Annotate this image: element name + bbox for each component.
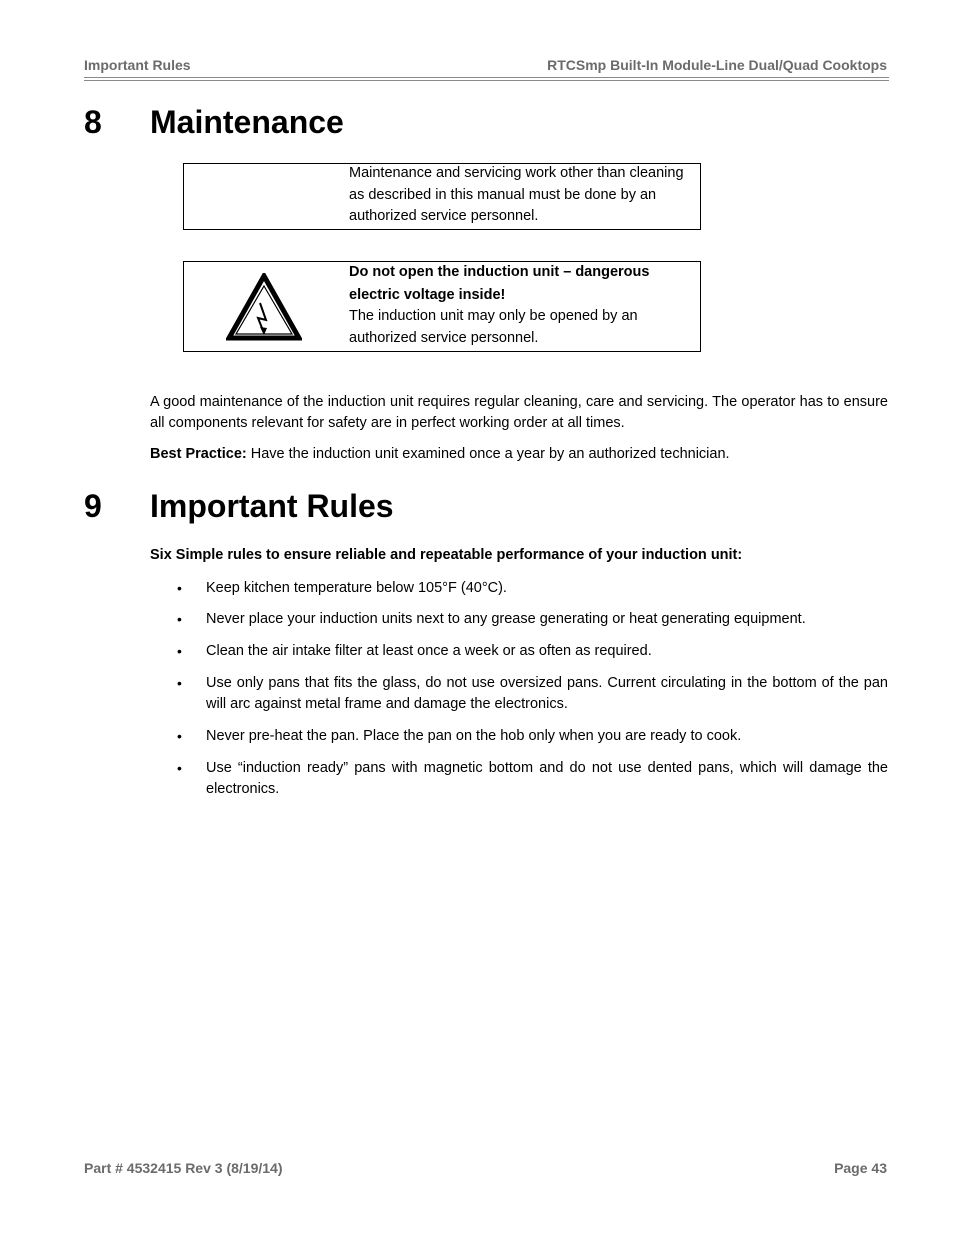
maintenance-notice-box	[183, 163, 701, 230]
notice-line: Maintenance and servicing work other than cleaning	[349, 165, 684, 181]
maintenance-paragraph: A good maintenance of the induction unit requires regular cleaning, care and servicing. The operator has to ensure all components relevant for safety are in perfect working order at all times.	[150, 394, 888, 431]
rule-text: Use only pans that fits the glass, do not use oversized pans. Current circulating in the bottom of the pan will arc against metal frame and damage the electronics.	[206, 675, 888, 712]
header-divider	[84, 80, 889, 81]
warning-bold-line: electric voltage inside!	[349, 286, 506, 303]
section-9-heading	[84, 488, 394, 525]
bullet: •	[177, 760, 182, 776]
best-practice-text: Have the induction unit examined once a year by an authorized technician.	[246, 446, 730, 462]
electrical-hazard-warning-icon	[226, 273, 302, 341]
bullet: •	[177, 580, 182, 596]
footer-page-number: Page 43	[834, 1160, 887, 1176]
rule-text: Keep kitchen temperature below 105°F (40°C).	[206, 580, 507, 596]
section-8-heading	[84, 104, 344, 141]
voltage-warning-box	[183, 261, 701, 352]
warning-line: authorized service personnel.	[349, 329, 539, 346]
best-practice-label: Best Practice:	[150, 446, 247, 462]
header-divider	[84, 77, 889, 78]
section-title: Maintenance	[150, 104, 344, 140]
section-number: 9	[84, 488, 102, 524]
rule-text: Never pre-heat the pan. Place the pan on the hob only when you are ready to cook.	[206, 728, 742, 744]
header-document-title: RTCSmp Built-In Module-Line Dual/Quad Cooktops	[547, 57, 887, 73]
section-number: 8	[84, 104, 102, 140]
warning-line: The induction unit may only be opened by an	[349, 308, 638, 324]
rules-intro: Six Simple rules to ensure reliable and repeatable performance of your induction unit:	[150, 547, 743, 563]
rule-text: Never place your induction units next to any grease generating or heat generating equipment.	[206, 611, 806, 627]
notice-text	[349, 163, 694, 228]
rule-text: Clean the air intake filter at least once a week or as often as required.	[206, 643, 652, 659]
footer-part-number: Part # 4532415 Rev 3 (8/19/14)	[84, 1160, 283, 1176]
notice-line: as described in this manual must be done by an	[349, 186, 657, 203]
warning-text	[349, 261, 694, 349]
best-practice-paragraph	[150, 444, 888, 465]
notice-line: authorized service personnel.	[349, 208, 539, 224]
bullet: •	[177, 728, 182, 744]
bullet: •	[177, 675, 182, 691]
rule-text: Use “induction ready” pans with magnetic bottom and do not use dented pans, which will damage the electronics.	[206, 760, 888, 797]
header-section-name: Important Rules	[84, 57, 191, 73]
notice-icon-cell	[184, 164, 344, 229]
warning-bold-line: Do not open the induction unit – dangerous	[349, 264, 650, 280]
bullet: •	[177, 643, 182, 659]
bullet: •	[177, 611, 182, 627]
section-title: Important Rules	[150, 488, 394, 524]
warning-icon-cell	[184, 262, 344, 351]
